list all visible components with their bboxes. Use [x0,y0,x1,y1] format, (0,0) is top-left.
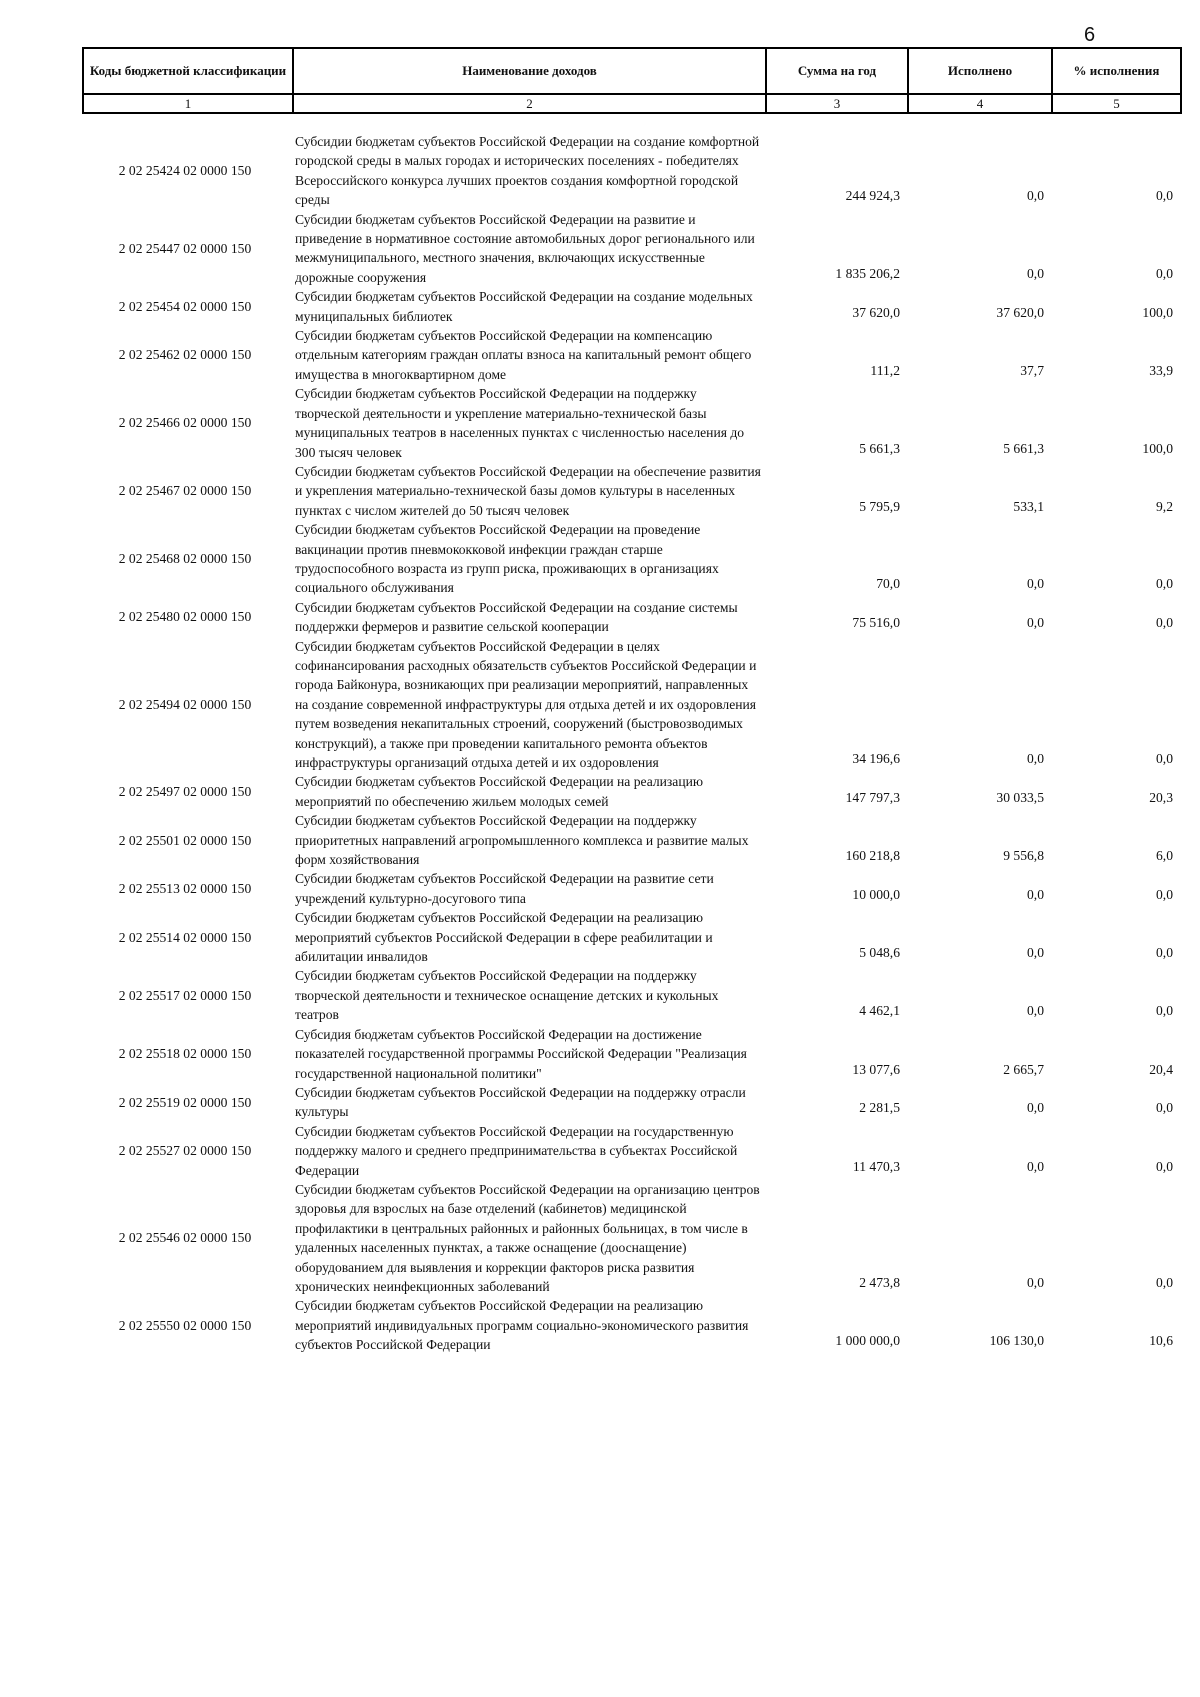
header-percent: % исполнения [1052,48,1181,94]
budget-code-cell: 2 02 25501 02 0000 150 [118,832,252,848]
income-name-cell: Субсидии бюджетам субъектов Российской Федерации в целях софинансирования расходных обязательств субъектов Российской Федерации и города Байконура, возникающих при реализации мероприятий, направленных на создание современной инфраструктуры для отдыха детей и их оздоровления путем возведения некапитальных строений, сооружений (быстровозводимых конструкций), а также при проведении капитального ремонта объектов инфраструктуры организаций отдыха детей и их оздоровления [295,638,757,770]
income-name-cell: Субсидии бюджетам субъектов Российской Федерации на поддержку творческой деятельности и техническое оснащение детских и кукольных театров [295,968,719,1023]
budget-code-cell: 2 02 25518 02 0000 150 [118,1046,252,1062]
table-row [83,1083,1181,1122]
annual-sum-cell: 70,0 [876,576,900,592]
table-header [83,48,1181,113]
annual-sum-cell: 5 048,6 [859,945,900,961]
budget-code-cell: 2 02 25494 02 0000 150 [118,696,252,712]
income-name-cell: Субсидии бюджетам субъектов Российской Федерации на реализацию мероприятий по обеспечению жильем молодых семей [295,774,704,809]
table-row [83,520,1181,598]
budget-code-cell: 2 02 25514 02 0000 150 [118,929,252,945]
budget-code-cell: 2 02 25467 02 0000 150 [118,483,252,499]
budget-code-cell: 2 02 25513 02 0000 150 [118,881,252,897]
execution-percent-cell: 0,0 [1156,751,1173,766]
annual-sum-cell: 4 462,1 [859,1003,900,1019]
annual-sum-cell: 5 795,9 [859,498,900,514]
table-row [83,384,1181,462]
column-number: 2 [293,94,766,113]
income-name-cell: Субсидии бюджетам субъектов Российской Федерации на проведение вакцинации против пневмококковой инфекции граждан старше трудоспособного возраста из групп риска, проживающих в организациях социального обслуживания [295,522,719,596]
execution-percent-cell: 0,0 [1156,1274,1173,1290]
execution-percent-cell: 20,3 [1149,789,1173,805]
budget-code-cell: 2 02 25466 02 0000 150 [118,415,252,431]
execution-percent-cell: 0,0 [1156,945,1173,961]
executed-cell: 0,0 [1027,1274,1044,1290]
execution-percent-cell: 0,0 [1156,1158,1173,1174]
executed-cell: 0,0 [1027,1100,1044,1116]
annual-sum-cell: 11 470,3 [852,1158,900,1174]
budget-code-cell: 2 02 25454 02 0000 150 [118,298,252,314]
header-name: Наименование доходов [293,48,766,94]
annual-sum-cell: 37 620,0 [852,304,900,320]
table-body [83,113,1181,1355]
budget-code-cell: 2 02 25519 02 0000 150 [118,1094,252,1110]
annual-sum-cell: 2 473,8 [859,1274,900,1290]
executed-cell: 30 033,5 [996,789,1044,805]
executed-cell: 0,0 [1027,188,1044,204]
annual-sum-cell: 2 281,5 [859,1100,900,1116]
executed-cell: 37 620,0 [996,304,1044,320]
income-name-cell: Субсидии бюджетам субъектов Российской Федерации на создание системы поддержки фермеров и развитие сельской кооперации [295,599,738,635]
budget-code-cell: 2 02 25447 02 0000 150 [118,240,252,256]
annual-sum-cell: 34 196,6 [852,751,900,766]
annual-sum-cell: 13 077,6 [852,1061,900,1077]
column-number: 1 [83,94,293,113]
header-plan: Сумма на год [766,48,908,94]
income-name-cell: Субсидии бюджетам субъектов Российской Федерации на создание модельных муниципальных библиотек [295,289,753,324]
annual-sum-cell: 1 000 000,0 [835,1333,900,1349]
annual-sum-cell: 10 000,0 [852,886,900,902]
budget-code-cell: 2 02 25468 02 0000 150 [118,551,252,567]
annual-sum-cell: 5 661,3 [859,440,900,456]
budget-code-cell: 2 02 25462 02 0000 150 [118,347,252,363]
budget-income-table [82,47,1182,1355]
annual-sum-cell: 75 516,0 [852,615,900,631]
income-name-cell: Субсидии бюджетам субъектов Российской Федерации на обеспечение развития и укрепления материально-технической базы домов культуры в населенных пунктах с числом жителей до 50 тысяч человек [295,463,761,518]
table-row [83,1180,1181,1296]
execution-percent-cell: 0,0 [1156,615,1173,631]
executed-cell: 37,7 [1020,362,1044,378]
header-done: Исполнено [908,48,1052,94]
annual-sum-cell: 1 835 206,2 [835,265,900,281]
annual-sum-cell: 147 797,3 [845,789,900,805]
income-name-cell: Субсидии бюджетам субъектов Российской Федерации на поддержку творческой деятельности и укрепление материально-технической базы муниципальных театров в населенных пунктах с численностью населения до 300 тысяч человек [295,386,745,460]
budget-code-cell: 2 02 25517 02 0000 150 [118,987,252,1003]
execution-percent-cell: 0,0 [1156,886,1173,902]
income-name-cell: Субсидии бюджетам субъектов Российской Федерации на поддержку отрасли культуры [295,1084,746,1120]
income-name-cell: Субсидия бюджетам субъектов Российской Федерации на достижение показателей государственной программы Российской Федерации "Реализация государственной национальной политики" [295,1026,747,1081]
annual-sum-cell: 244 924,3 [845,188,900,204]
execution-percent-cell: 0,0 [1156,265,1173,281]
column-number: 3 [766,94,908,113]
executed-cell: 5 661,3 [1003,440,1044,456]
budget-code-cell: 2 02 25550 02 0000 150 [118,1317,252,1333]
executed-cell: 0,0 [1027,265,1044,281]
executed-cell: 106 130,0 [989,1333,1044,1349]
executed-cell: 9 556,8 [1003,848,1044,864]
annual-sum-cell: 160 218,8 [845,848,900,864]
table-row [83,1122,1181,1180]
execution-percent-cell: 0,0 [1156,576,1173,592]
income-name-cell: Субсидии бюджетам субъектов Российской Федерации на реализацию мероприятий субъектов Российской Федерации в сфере реабилитации и абилитации инвалидов [295,910,713,965]
table-row [83,1296,1181,1354]
execution-percent-cell: 100,0 [1142,304,1173,320]
executed-cell: 0,0 [1027,751,1044,766]
table-row [83,1025,1181,1083]
table-row [83,287,1181,326]
income-name-cell: Субсидии бюджетам субъектов Российской Федерации на развитие сети учреждений культурно-досугового типа [295,871,714,906]
execution-percent-cell: 0,0 [1156,188,1173,204]
table-row [83,811,1181,869]
header-code: Коды бюджетной классификации [83,48,293,94]
budget-code-cell: 2 02 25424 02 0000 150 [118,163,252,179]
table-row [83,908,1181,966]
income-name-cell: Субсидии бюджетам субъектов Российской Федерации на создание комфортной городской среды в малых городах и исторических поселениях - победителях Всероссийского конкурса лучших проектов создания комфортной городской среды [295,134,760,208]
budget-code-cell: 2 02 25527 02 0000 150 [118,1143,252,1159]
budget-code-cell: 2 02 25480 02 0000 150 [118,609,252,625]
execution-percent-cell: 6,0 [1156,848,1173,864]
table-row [83,869,1181,908]
budget-code-cell: 2 02 25497 02 0000 150 [118,784,252,800]
executed-cell: 0,0 [1027,886,1044,902]
executed-cell: 2 665,7 [1003,1061,1044,1077]
executed-cell: 0,0 [1027,1003,1044,1019]
executed-cell: 0,0 [1027,945,1044,961]
income-name-cell: Субсидии бюджетам субъектов Российской Федерации на реализацию мероприятий индивидуальных программ социально-экономического развития субъектов Российской Федерации [295,1298,749,1353]
table-row [83,462,1181,520]
column-number: 5 [1052,94,1181,113]
income-name-cell: Субсидии бюджетам субъектов Российской Федерации на государственную поддержку малого и среднего предпринимательства в субъектах Российской Федерации [295,1123,738,1178]
execution-percent-cell: 100,0 [1142,440,1173,456]
page-number: 6 [1084,24,1096,46]
execution-percent-cell: 33,9 [1149,362,1173,378]
income-name-cell: Субсидии бюджетам субъектов Российской Федерации на организацию центров здоровья для взрослых на базе отделений (кабинетов) медицинской профилактики в центральных районных и районных больницах, в том числе в удаленных населенных пунктах, а также оснащение (дооснащение) оборудованием для выявления и коррекции факторов риска развития хронических неинфекционных заболеваний [295,1181,760,1294]
table-row [83,637,1181,773]
executed-cell: 0,0 [1027,615,1044,631]
annual-sum-cell: 111,2 [870,362,900,378]
income-name-cell: Субсидии бюджетам субъектов Российской Федерации на развитие и приведение в нормативное состояние автомобильных дорог регионального или межмуниципального, местного значения, включающих искусственные дорожные сооружения [295,211,755,285]
executed-cell: 0,0 [1027,576,1044,592]
table-row [83,210,1181,288]
income-name-cell: Субсидии бюджетам субъектов Российской Федерации на поддержку приоритетных направлений агропромышленного комплекса и развитие малых форм хозяйствования [295,813,749,868]
table-row [83,326,1181,384]
execution-percent-cell: 20,4 [1149,1061,1173,1077]
income-name-cell: Субсидии бюджетам субъектов Российской Федерации на компенсацию отдельным категориям граждан оплаты взноса на капитальный ремонт общего имущества в многоквартирном доме [295,328,752,382]
budget-code-cell: 2 02 25546 02 0000 150 [118,1230,252,1246]
execution-percent-cell: 10,6 [1149,1333,1173,1349]
execution-percent-cell: 0,0 [1156,1003,1173,1019]
table-row [83,966,1181,1024]
execution-percent-cell: 9,2 [1156,498,1173,514]
executed-cell: 533,1 [1013,498,1044,514]
executed-cell: 0,0 [1027,1158,1044,1174]
column-number: 4 [908,94,1052,113]
table-row [83,772,1181,811]
execution-percent-cell: 0,0 [1156,1100,1173,1116]
table-row [83,132,1181,210]
table-row [83,598,1181,637]
